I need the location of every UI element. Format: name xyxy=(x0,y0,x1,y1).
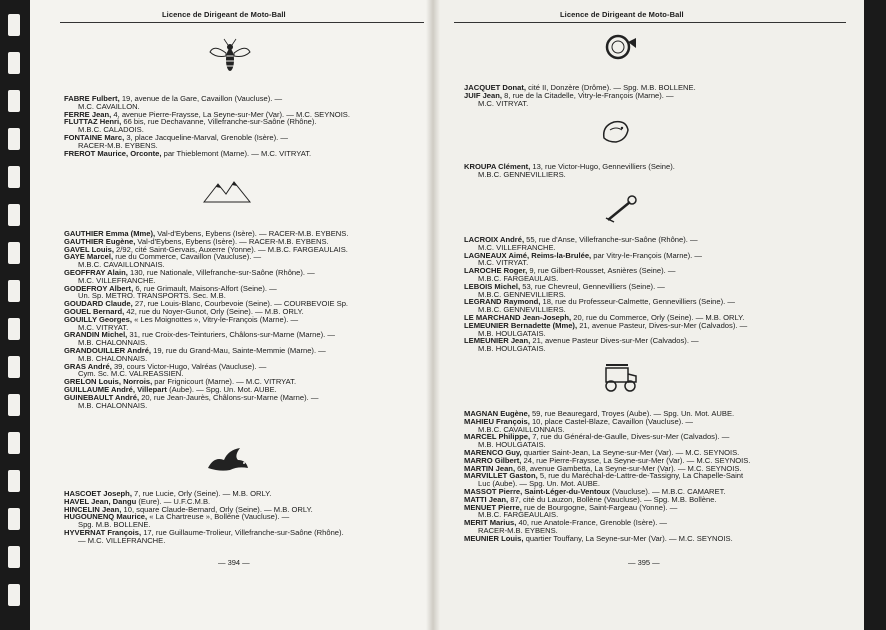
member-address: 40, rue Anatole-France, Grenoble (Isère). — xyxy=(516,518,668,528)
member-club: M.B. CHALONNAIS. xyxy=(78,338,148,348)
entries-l xyxy=(464,236,844,353)
binding-hole xyxy=(8,470,20,492)
member-name: GRELON Louis, Norrois, xyxy=(64,377,153,387)
member-address: 55, rue d'Anse, Villefranche-sur-Saône (Rhône). — xyxy=(524,235,698,244)
member-club: M.B.C. GENNEVILLIERS. xyxy=(478,169,566,179)
directory-entry xyxy=(464,322,844,338)
binding-hole xyxy=(8,14,20,36)
member-name: MATTI Jean, xyxy=(464,494,509,504)
binding-hole xyxy=(8,394,20,416)
header-right: Licence de Dirigeant de Moto-Ball xyxy=(560,10,684,19)
member-address: 13, rue Victor-Hugo, Gennevilliers (Seine). xyxy=(530,162,675,171)
member-name: MARTIN Jean, xyxy=(464,463,516,473)
member-club: M.B.C. GENNEVILLIERS. xyxy=(478,305,566,315)
member-name: MAGNAN Eugène, xyxy=(464,409,530,418)
member-address: par Frignicourt (Marne). — M.C. VITRYAT. xyxy=(152,377,297,387)
member-club: Luc (Aube). — Spg. Un. Mot. AUBE. xyxy=(478,479,600,489)
member-address: 53, rue Chevreul, Gennevilliers (Seine). — xyxy=(520,281,665,291)
directory-entry xyxy=(64,253,424,269)
member-address: 24, rue Pierre-Fraysse, La Seyne-sur-Mer (Var). — M.C. SEYNOIS. xyxy=(521,455,751,465)
member-name: FLUTTAZ Henri, xyxy=(64,117,122,127)
directory-entry xyxy=(464,92,844,108)
binding-hole xyxy=(8,356,20,378)
entries-j xyxy=(464,84,844,107)
member-club: M.C. VITRYAT. xyxy=(78,322,129,332)
directory-entry xyxy=(464,535,844,543)
member-club: M.B.C. FARGEAULAIS. xyxy=(478,273,559,283)
member-club: M.B. HOULGATAIS. xyxy=(478,328,546,338)
member-name: GUILLAUME André, Villepart xyxy=(64,384,167,394)
griffin-emblem xyxy=(204,446,252,474)
member-address: 17, rue Guillaume-Trolieur, Villefranche-sur-Saône (Rhône). xyxy=(141,527,344,537)
member-name: GUINEBAULT André, xyxy=(64,392,140,402)
binding-hole xyxy=(8,280,20,302)
ring-binding xyxy=(0,0,30,630)
member-name: LACROIX André, xyxy=(464,235,525,244)
directory-entry xyxy=(64,331,424,347)
directory-entry xyxy=(464,418,844,434)
member-name: FERRE Jean, xyxy=(64,109,112,119)
binding-hole xyxy=(8,90,20,112)
directory-entry xyxy=(464,337,844,353)
directory-entry xyxy=(464,252,844,268)
member-address: 18, rue du Professeur-Calmette, Gennevilliers (Seine). — xyxy=(540,297,735,307)
member-address: Val-d'Eybens, Eybens (Isère). — RACER-M.B. EYBENS. xyxy=(135,236,329,246)
binding-hole xyxy=(8,128,20,150)
member-name: GAYE Marcel, xyxy=(64,252,114,262)
entry-line xyxy=(64,150,424,158)
member-address: 7, rue du Général-de-Gaulle, Dives-sur-Mer (Calvados). — xyxy=(530,432,730,442)
member-name: MENUET Pierre, xyxy=(464,502,522,512)
member-address: 19, rue du Grand-Mau, Sainte-Memmie (Marne). — xyxy=(151,345,326,355)
binding-hole xyxy=(8,166,20,188)
directory-entry xyxy=(64,134,424,150)
member-address: (Vaucluse). — M.B.C. CAMARET. xyxy=(610,486,726,496)
member-club: M.C. VILLEFRANCHE. xyxy=(78,275,156,285)
member-name: MARCEL Philippe, xyxy=(464,432,531,442)
page-gutter xyxy=(426,0,440,630)
directory-entry xyxy=(64,363,424,379)
member-name: MARENCO Guy, xyxy=(464,447,522,457)
member-address: 6, rue Grimault, Maisons-Alfort (Seine). — xyxy=(133,283,277,293)
directory-entry xyxy=(64,118,424,134)
member-name: HINCELIN Jean, xyxy=(64,504,122,514)
member-club: M.B.C. CAVAILLONNAIS. xyxy=(78,260,165,270)
member-club: Cym. Sc. M.C. VALREASSIEN. xyxy=(78,369,184,379)
mountains-emblem xyxy=(202,178,252,204)
directory-entry xyxy=(64,529,424,545)
directory-entry xyxy=(464,504,844,520)
member-address: 8, rue de la Citadelle, Vitry-le-François (Marne). — xyxy=(501,90,674,100)
member-address: 19, avenue de la Gare, Cavaillon (Vaucluse). — xyxy=(119,94,283,103)
entries-h xyxy=(64,490,424,545)
member-club: M.B. CHALONNAIS. xyxy=(78,353,148,363)
member-club: — M.C. VILLEFRANCHE. xyxy=(78,535,166,545)
member-address: 10, place Castel-Blaze, Cavaillon (Vaucluse). — xyxy=(529,416,694,426)
member-address: 10, square Claude-Bernard, Orly (Seine). — M.B. ORLY. xyxy=(121,504,313,514)
member-name: LAROCHE Roger, xyxy=(464,266,528,276)
binding-hole xyxy=(8,242,20,264)
directory-entry xyxy=(464,163,844,179)
member-address: quartier Saint-Jean, La Seyne-sur-Mer (Var). — M.C. SEYNOIS. xyxy=(521,447,740,457)
member-address: Val-d'Eybens, Eybens (Isère). — RACER-M.B. EYBENS. xyxy=(155,229,349,238)
member-name: HAVEL Jean, Dangu xyxy=(64,496,137,506)
member-name: FABRE Fulbert, xyxy=(64,94,120,103)
member-name: FREROT Maurice, Orconte, xyxy=(64,148,162,158)
directory-entry xyxy=(64,347,424,363)
member-name: MAHIEU François, xyxy=(464,416,530,426)
member-address: par Thieblemont (Marne). — M.C. VITRYAT. xyxy=(161,148,312,158)
member-address: cité II, Donzère (Drôme). — Spg. M.B. BOLLENE. xyxy=(526,83,696,92)
member-name: GOUEL Bernard, xyxy=(64,306,125,316)
entries-m xyxy=(464,410,844,543)
binding-hole xyxy=(8,318,20,340)
member-club: M.C. VITRYAT. xyxy=(478,258,529,268)
header-rule-right xyxy=(454,22,846,23)
member-address: 87, cité du Lauzon, Bollène (Vaucluse). — Spg. M.B. Bollène. xyxy=(508,494,717,504)
directory-entry xyxy=(464,267,844,283)
binding-hole xyxy=(8,204,20,226)
member-name: JUIF Jean, xyxy=(464,90,502,100)
member-name: MARRO Gilbert, xyxy=(464,455,522,465)
directory-entry xyxy=(464,472,844,488)
member-address: rue du Commerce, Cavaillon (Vaucluse). — xyxy=(113,252,262,262)
directory-entry xyxy=(64,269,424,285)
member-address: 27, rue Louis-Blanc, Courbevoie (Seine). — COURBEVOIE Sp. xyxy=(132,299,349,309)
member-name: GEOFFRAY Alain, xyxy=(64,267,128,277)
member-address: 9, rue Gilbert-Rousset, Asnières (Seine). — xyxy=(527,266,676,276)
member-name: MEUNIER Louis, xyxy=(464,533,524,543)
member-name: KROUPA Clément, xyxy=(464,162,531,171)
member-name: GRAS André, xyxy=(64,361,112,371)
member-club: M.B.C. FARGEAULAIS. xyxy=(478,510,559,520)
member-name: JACQUET Donat, xyxy=(464,83,527,92)
member-address: 21, avenue Pasteur, Dives-sur-Mer (Calvados). — xyxy=(577,320,748,330)
member-name: FONTAINE Marc, xyxy=(64,132,125,142)
directory-entry xyxy=(464,283,844,299)
member-name: GODEFROY Albert, xyxy=(64,283,134,293)
entries-k xyxy=(464,163,844,179)
member-club: M.B.C. CAVAILLONNAIS. xyxy=(478,424,565,434)
member-name: MARVILLET Gaston, xyxy=(464,471,538,481)
directory-entry xyxy=(64,150,424,158)
member-club: M.B. CHALONNAIS. xyxy=(78,400,148,410)
member-name: LEMEUNIER Jean, xyxy=(464,336,531,346)
member-address: (Aube). — Spg. Un. Mot. AUBE. xyxy=(166,384,277,394)
directory-entry xyxy=(64,285,424,301)
binding-hole xyxy=(8,508,20,530)
pincer-tool-emblem xyxy=(604,194,640,224)
binding-hole xyxy=(8,432,20,454)
member-club: RACER-M.B. EYBENS. xyxy=(78,140,158,150)
member-club: M.B. HOULGATAIS. xyxy=(478,344,546,354)
member-address: 39, cours Victor-Hugo, Valréas (Vaucluse). — xyxy=(111,361,267,371)
member-name: HUGOUNENQ Maurice, xyxy=(64,512,148,522)
member-name: GOUDARD Claude, xyxy=(64,299,133,309)
header-rule-left xyxy=(60,22,424,23)
member-name: GAVEL Louis, xyxy=(64,244,114,254)
member-address: 4, avenue Pierre-Fraysse, La Seyne-sur-Mer (Var). — M.C. SEYNOIS. xyxy=(111,109,350,119)
binding-hole xyxy=(8,546,20,568)
vintage-car-emblem xyxy=(600,362,640,394)
member-name: MERIT Marius, xyxy=(464,518,517,528)
directory-entry xyxy=(464,433,844,449)
member-address: 7, rue Lucie, Orly (Seine). — M.B. ORLY. xyxy=(131,489,272,498)
member-address: 21, avenue Pasteur Dives-sur-Mer (Calvados). — xyxy=(530,336,699,346)
member-address: (Eure). — U.F.C.M.B. xyxy=(136,496,211,506)
member-club: M.C. VITRYAT. xyxy=(478,98,529,108)
member-address: 66 bis, rue Dechavanne, Villefranche-sur-Saône (Rhône). xyxy=(121,117,317,127)
member-club: Un. Sp. METRO. TRANSPORTS. Sec. M.B. xyxy=(78,291,226,301)
member-club: M.B. HOULGATAIS. xyxy=(478,440,546,450)
member-address: 42, rue du Noyer-Gunot, Orly (Seine). — M.B. ORLY. xyxy=(124,306,304,316)
binding-hole xyxy=(8,52,20,74)
directory-entry xyxy=(64,513,424,529)
member-name: HASCOET Joseph, xyxy=(64,489,132,498)
header-left: Licence de Dirigeant de Moto-Ball xyxy=(162,10,286,19)
member-name: LEGRAND Raymond, xyxy=(464,297,541,307)
member-address: rue de Bourgogne, Saint-Fargeau (Yonne). — xyxy=(521,502,678,512)
member-name: LE MARCHAND Jean-Joseph, xyxy=(464,312,572,322)
member-address: « Les Moignottes », Vitry-le-François (Marne). — xyxy=(131,314,299,324)
member-name: LAGNEAUX Aimé, Reims-la-Brulée, xyxy=(464,250,592,260)
directory-entry xyxy=(464,236,844,252)
member-address: « La Chartreuse », Bollène (Vaucluse). — xyxy=(147,512,290,522)
member-club: M.B.C. GENNEVILLIERS. xyxy=(478,289,566,299)
directory-entry xyxy=(464,298,844,314)
member-name: LEBOIS Michel, xyxy=(464,281,521,291)
wasp-emblem xyxy=(208,38,252,76)
member-address: quartier Touffany, La Seyne-sur-Mer (Var). — M.C. SEYNOIS. xyxy=(523,533,733,543)
binding-hole xyxy=(8,584,20,606)
member-name: GRANDOUILLER André, xyxy=(64,345,152,355)
member-address: 20, rue du Commerce, Orly (Seine). — M.B. ORLY. xyxy=(571,312,745,322)
member-name: GAUTHIER Emma (Mme), xyxy=(64,229,156,238)
member-address: 5, rue du Maréchal-de-Lattre-de-Tassigny, La Chapelle-Saint xyxy=(537,471,744,481)
member-club: M.C. CAVAILLON. xyxy=(78,101,140,111)
member-address: 130, rue Nationale, Villefranche-sur-Saône (Rhône). — xyxy=(127,267,315,277)
member-address: par Vitry-le-François (Marne). — xyxy=(591,250,702,260)
member-club: M.B.C. CALADOIS. xyxy=(78,125,144,135)
member-name: GRANDIN Michel, xyxy=(64,330,128,340)
entries-g xyxy=(64,230,424,409)
entry-line xyxy=(464,535,844,543)
member-club: RACER-M.B. EYBENS. xyxy=(478,525,558,535)
page-number-left: — 394 — xyxy=(218,558,250,567)
member-club: Spg. M.B. BOLLENE. xyxy=(78,520,151,530)
directory-entry xyxy=(464,519,844,535)
member-name: LEMEUNIER Bernadette (Mme), xyxy=(464,320,578,330)
member-name: GAUTHIER Eugène, xyxy=(64,236,136,246)
directory-entry xyxy=(64,95,424,111)
member-address: 68, avenue Gambetta, La Seyne-sur-Mer (Var). — M.C. SEYNOIS. xyxy=(515,463,742,473)
member-address: 31, rue Croix-des-Teinturiers, Châlons-sur-Marne (Marne). — xyxy=(127,330,335,340)
right-edge-shadow xyxy=(864,0,886,630)
directory-entry xyxy=(64,394,424,410)
member-name: MASSOT Pierre, Saint-Léger-du-Ventoux xyxy=(464,486,610,496)
member-address: 2/92, cité Saint-Gervais, Auxerre (Yonne). — M.B.C. FARGEAULAIS. xyxy=(113,244,348,254)
member-name: HYVERNAT François, xyxy=(64,527,142,537)
page-number-right: — 395 — xyxy=(628,558,660,567)
member-address: 20, rue Jean-Jaurès, Châlons-sur-Marne (Marne). — xyxy=(139,392,319,402)
member-address: 59, rue Beauregard, Troyes (Aube). — Spg. Un. Mot. AUBE. xyxy=(529,409,735,418)
entries-f xyxy=(64,95,424,157)
member-name: GOUILLY Georges, xyxy=(64,314,132,324)
dolphin-emblem xyxy=(600,116,632,146)
directory-entry xyxy=(64,316,424,332)
hunting-horn-emblem xyxy=(600,32,638,62)
member-address: 3, place Jacqueline-Marval, Grenoble (Isère). — xyxy=(124,132,288,142)
member-club: M.C. VILLEFRANCHE. xyxy=(478,242,556,252)
